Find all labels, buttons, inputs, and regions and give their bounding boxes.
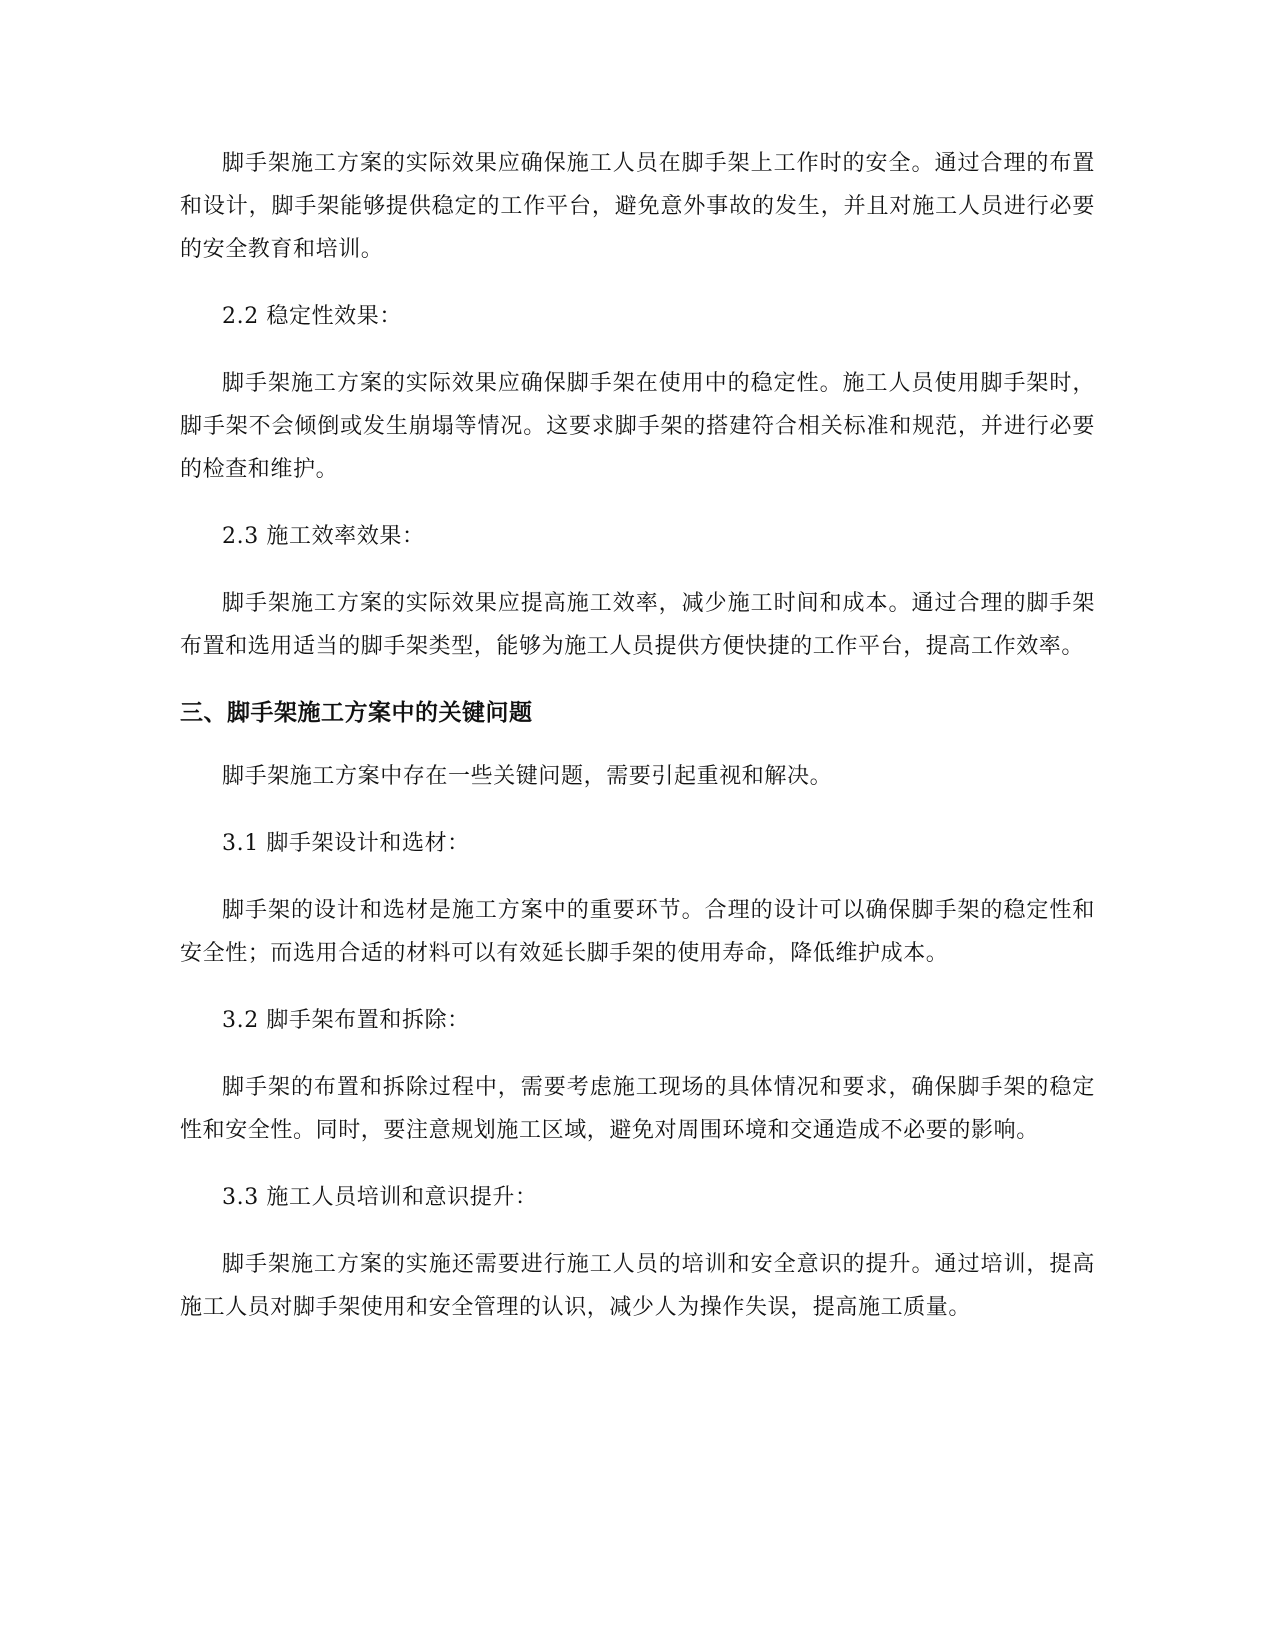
document-page (180, 142, 1095, 1353)
paragraph-efficiency-effect: 脚手架施工方案的实际效果应提高施工效率，减少施工时间和成本。通过合理的脚手架布置和选用适当的脚手架类型，能够为施工人员提供方便快捷的工作平台，提高工作效率。 (180, 591, 1095, 659)
paragraph-key-issues-intro: 脚手架施工方案中存在一些关键问题，需要引起重视和解决。 (222, 764, 833, 789)
subheading-stability-effect: 2.2 稳定性效果： (222, 304, 402, 329)
subheading-layout-removal: 3.2 脚手架布置和拆除： (222, 1008, 470, 1033)
paragraph-safety-effect: 脚手架施工方案的实际效果应确保施工人员在脚手架上工作时的安全。通过合理的布置和设计，脚手架能够提供稳定的工作平台，避免意外事故的发生，并且对施工人员进行必要的安全教育和培训。 (180, 151, 1095, 262)
paragraph-stability-effect: 脚手架施工方案的实际效果应确保脚手架在使用中的稳定性。施工人员使用脚手架时，脚手架不会倾倒或发生崩塌等情况。这要求脚手架的搭建符合相关标准和规范，并进行必要的检查和维护。 (180, 371, 1095, 482)
subheading-training: 3.3 施工人员培训和意识提升： (222, 1185, 538, 1210)
subheading-efficiency-effect: 2.3 施工效率效果： (222, 524, 425, 549)
paragraph-layout-removal: 脚手架的布置和拆除过程中，需要考虑施工现场的具体情况和要求，确保脚手架的稳定性和安全性。同时，要注意规划施工区域，避免对周围环境和交通造成不必要的影响。 (180, 1075, 1095, 1143)
subheading-design-materials: 3.1 脚手架设计和选材： (222, 831, 470, 856)
paragraph-design-materials: 脚手架的设计和选材是施工方案中的重要环节。合理的设计可以确保脚手架的稳定性和安全性；而选用合适的材料可以有效延长脚手架的使用寿命，降低维护成本。 (180, 898, 1095, 966)
paragraph-training: 脚手架施工方案的实施还需要进行施工人员的培训和安全意识的提升。通过培训，提高施工人员对脚手架使用和安全管理的认识，减少人为操作失误，提高施工质量。 (180, 1252, 1095, 1320)
section-heading-key-issues: 三、脚手架施工方案中的关键问题 (180, 700, 533, 726)
